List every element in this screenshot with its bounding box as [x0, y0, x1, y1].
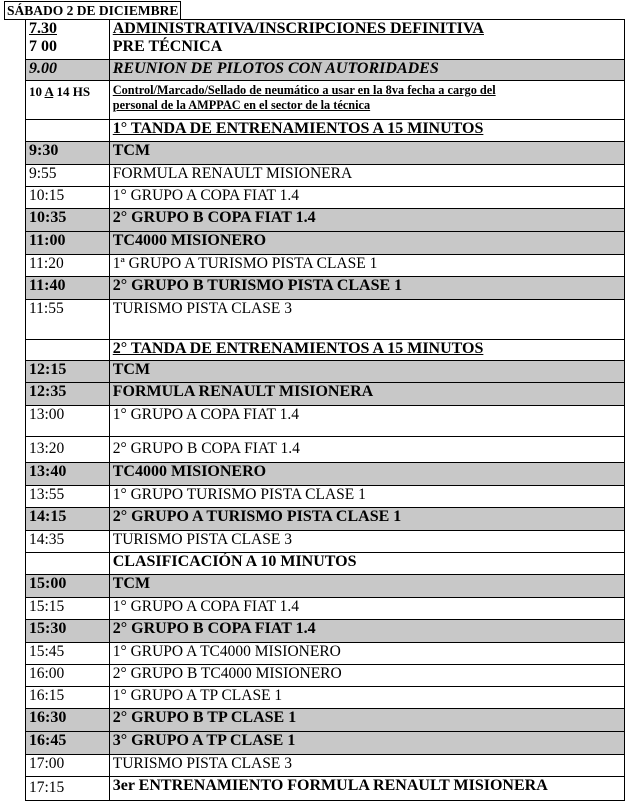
table-row: [26, 508, 625, 531]
time-part: A: [44, 84, 54, 99]
table-row: [26, 277, 625, 300]
time-line: 7 00: [29, 38, 57, 55]
section-heading: CLASIFICACIÓN A 10 MINUTOS: [109, 553, 624, 575]
table-row: [26, 486, 625, 508]
table-row: [26, 598, 625, 620]
table-row: [26, 232, 625, 255]
table-row: [26, 187, 625, 209]
table-row: [26, 361, 625, 383]
table-row: [26, 643, 625, 665]
event-cell: 2° GRUPO B TURISMO PISTA CLASE 1: [109, 277, 624, 300]
event-cell: FORMULA RENAULT MISIONERA: [109, 383, 624, 406]
event-line: personal de la AMPPAC en el sector de la técnica: [112, 98, 371, 112]
event-cell: 1° GRUPO A COPA FIAT 1.4: [109, 187, 624, 209]
section-heading: 1° TANDA DE ENTRENAMIENTOS A 15 MINUTOS: [109, 120, 624, 142]
event-cell: 2° GRUPO B COPA FIAT 1.4: [109, 620, 624, 643]
time-cell: 11:20: [26, 255, 110, 277]
time-cell: 11:55: [26, 300, 110, 340]
time-cell: 9.00: [26, 60, 110, 81]
event-cell: TURISMO PISTA CLASE 3: [109, 755, 624, 777]
time-cell: 17:15: [26, 777, 110, 801]
section-heading-row: [26, 120, 625, 142]
event-cell: 1° GRUPO A TP CLASE 1: [109, 687, 624, 709]
table-row: [26, 383, 625, 406]
table-row: [26, 406, 625, 437]
time-cell: [26, 120, 110, 142]
time-cell: 9:30: [26, 142, 110, 165]
time-cell: [26, 81, 110, 120]
event-line: ADMINISTRATIVA/INSCRIPCIONES DEFINITIVA: [112, 20, 484, 37]
table-row: [26, 60, 625, 81]
time-cell: 13:00: [26, 406, 110, 437]
table-row: [26, 777, 625, 801]
time-cell: 10:35: [26, 209, 110, 232]
time-cell: 16:15: [26, 687, 110, 709]
time-cell: [26, 340, 110, 361]
event-cell: 2° GRUPO A TURISMO PISTA CLASE 1: [109, 508, 624, 531]
table-row: [26, 620, 625, 643]
table-row: [26, 732, 625, 755]
event-cell: 1° GRUPO TURISMO PISTA CLASE 1: [109, 486, 624, 508]
event-cell: 3° GRUPO A TP CLASE 1: [109, 732, 624, 755]
time-cell: 16:30: [26, 709, 110, 732]
table-row: [26, 255, 625, 277]
time-cell: 13:55: [26, 486, 110, 508]
time-cell: 13:20: [26, 437, 110, 463]
table-row: [26, 709, 625, 732]
table-row: [26, 209, 625, 232]
time-cell: 16:45: [26, 732, 110, 755]
section-heading-row: [26, 340, 625, 361]
page-title: SÁBADO 2 DE DICIEMBRE: [4, 1, 181, 20]
section-heading: 2° TANDA DE ENTRENAMIENTOS A 15 MINUTOS: [109, 340, 624, 361]
event-cell: 2° GRUPO B COPA FIAT 1.4: [109, 437, 624, 463]
time-cell: 9:55: [26, 165, 110, 187]
event-cell: TCM: [109, 361, 624, 383]
table-row: [26, 165, 625, 187]
time-cell: 11:00: [26, 232, 110, 255]
event-cell: 1° GRUPO A COPA FIAT 1.4: [109, 598, 624, 620]
event-cell: 1° GRUPO A TC4000 MISIONERO: [109, 643, 624, 665]
table-row: [26, 687, 625, 709]
time-cell: 15:30: [26, 620, 110, 643]
event-line: PRE TÉCNICA: [112, 38, 223, 55]
table-row: [26, 300, 625, 340]
event-cell: TCM: [109, 142, 624, 165]
event-cell: 1° GRUPO A COPA FIAT 1.4: [109, 406, 624, 437]
time-cell: 14:35: [26, 531, 110, 553]
time-cell: 12:15: [26, 361, 110, 383]
section-heading-row: [26, 553, 625, 575]
time-cell: 15:15: [26, 598, 110, 620]
schedule-table: [25, 19, 625, 801]
event-cell: FORMULA RENAULT MISIONERA: [109, 165, 624, 187]
table-row: [26, 20, 625, 60]
time-cell: 13:40: [26, 463, 110, 486]
table-row: [26, 437, 625, 463]
time-part: 14 HS: [53, 84, 91, 99]
time-cell: 11:40: [26, 277, 110, 300]
event-cell: 2° GRUPO B TP CLASE 1: [109, 709, 624, 732]
time-line: 7.30: [29, 20, 57, 37]
time-cell: 12:35: [26, 383, 110, 406]
table-row: [26, 531, 625, 553]
table-row: [26, 463, 625, 486]
time-cell: [26, 553, 110, 575]
time-cell: 15:45: [26, 643, 110, 665]
table-row: [26, 81, 625, 120]
event-cell: 1ª GRUPO A TURISMO PISTA CLASE 1: [109, 255, 624, 277]
time-cell: 14:15: [26, 508, 110, 531]
event-cell: 2° GRUPO B TC4000 MISIONERO: [109, 665, 624, 687]
event-cell: [109, 20, 624, 60]
event-cell: TCM: [109, 575, 624, 598]
time-cell: [26, 20, 110, 60]
time-cell: 10:15: [26, 187, 110, 209]
event-cell: REUNION DE PILOTOS CON AUTORIDADES: [109, 60, 624, 81]
time-cell: 17:00: [26, 755, 110, 777]
time-cell: 15:00: [26, 575, 110, 598]
event-cell: [109, 81, 624, 120]
table-row: [26, 755, 625, 777]
event-cell: TURISMO PISTA CLASE 3: [109, 531, 624, 553]
time-part: 10: [29, 84, 45, 99]
event-cell: TURISMO PISTA CLASE 3: [109, 300, 624, 340]
table-row: [26, 575, 625, 598]
table-row: [26, 665, 625, 687]
event-line: Control/Marcado/Sellado de neumático a usar en la 8va fecha a cargo del: [112, 83, 496, 97]
event-cell: TC4000 MISIONERO: [109, 232, 624, 255]
event-cell: 2° GRUPO B COPA FIAT 1.4: [109, 209, 624, 232]
table-row: [26, 142, 625, 165]
time-cell: 16:00: [26, 665, 110, 687]
event-cell: 3er ENTRENAMIENTO FORMULA RENAULT MISIONERA: [109, 777, 624, 801]
event-cell: TC4000 MISIONERO: [109, 463, 624, 486]
